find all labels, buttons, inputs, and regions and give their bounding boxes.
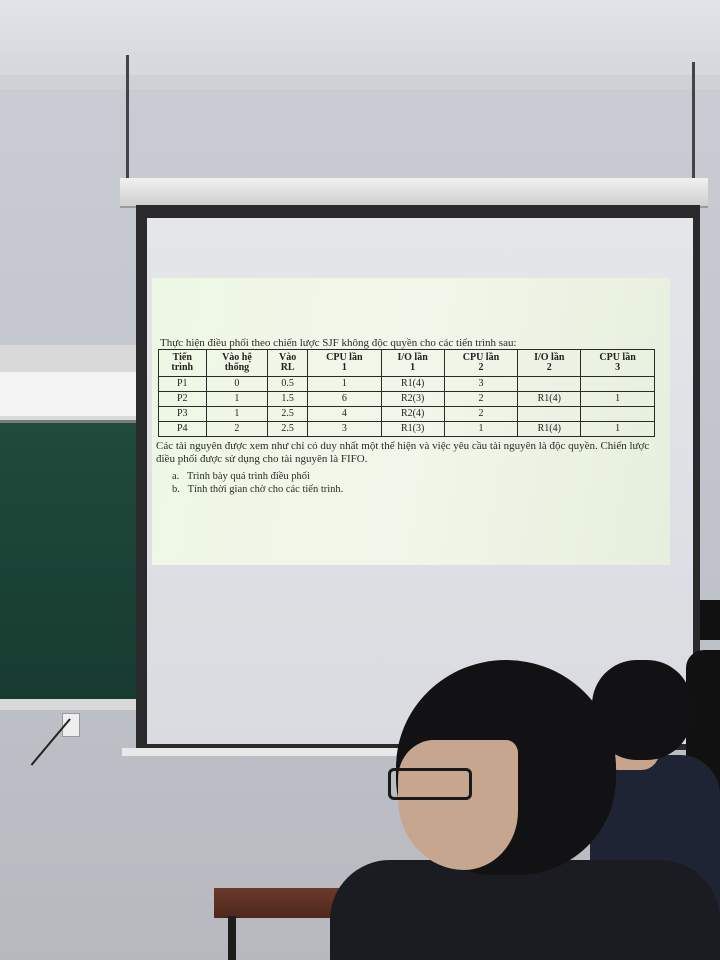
table-cell: 4 xyxy=(307,407,381,422)
table-cell: P1 xyxy=(159,377,207,392)
table-cell xyxy=(581,377,655,392)
whiteboard-strip xyxy=(0,372,146,416)
table-cell: R1(3) xyxy=(381,422,444,437)
header-cell: CPU lần 3 xyxy=(581,350,655,377)
table-cell: 2 xyxy=(206,422,268,437)
ceiling xyxy=(0,0,720,85)
table-row xyxy=(159,392,655,407)
table-cell: 1 xyxy=(206,407,268,422)
table-cell: 2 xyxy=(444,407,518,422)
table-cell: 2.5 xyxy=(268,407,308,422)
table-cell: P3 xyxy=(159,407,207,422)
table-cell: 1 xyxy=(307,377,381,392)
header-cell: Vào RL xyxy=(268,350,308,377)
table-cell: R1(4) xyxy=(518,422,581,437)
table-cell: P2 xyxy=(159,392,207,407)
table-row xyxy=(159,422,655,437)
header-cell: I/O lần 2 xyxy=(518,350,581,377)
ceiling-beam xyxy=(0,75,720,89)
table-cell: 0 xyxy=(206,377,268,392)
table-cell xyxy=(581,407,655,422)
table-cell: 2.5 xyxy=(268,422,308,437)
student-1-body xyxy=(330,860,720,960)
screen-hanging-rod xyxy=(692,62,695,192)
table-cell: 1 xyxy=(444,422,518,437)
header-cell: CPU lần 1 xyxy=(307,350,381,377)
screen-housing xyxy=(120,178,708,208)
table-cell: 1 xyxy=(206,392,268,407)
table-cell: 1 xyxy=(581,422,655,437)
table-cell: 0.5 xyxy=(268,377,308,392)
table-cell: 2 xyxy=(444,392,518,407)
table-cell: 3 xyxy=(307,422,381,437)
table-cell: 3 xyxy=(444,377,518,392)
list-item: b. Tính thời gian chờ cho các tiến trình. xyxy=(172,484,344,495)
process-table xyxy=(158,349,655,437)
table-cell: 6 xyxy=(307,392,381,407)
screen-hanging-rod xyxy=(126,55,129,185)
chalkboard xyxy=(0,420,143,699)
table-cell xyxy=(518,407,581,422)
table-row xyxy=(159,407,655,422)
table-row xyxy=(159,377,655,392)
table-cell: R2(4) xyxy=(381,407,444,422)
slide-paragraph: Các tài nguyên được xem như chỉ có duy nhất một thể hiện và việc yêu cầu tài nguyên là độc quyền. Chiến lược điều phối được sử dụng cho tài nguyên là FIFO. xyxy=(156,440,650,465)
table-cell: R1(4) xyxy=(381,377,444,392)
header-cell: CPU lần 2 xyxy=(444,350,518,377)
header-cell: Tiến trình xyxy=(159,350,207,377)
screen-bottom-bar xyxy=(122,748,400,756)
glasses xyxy=(388,768,472,800)
table-header-row xyxy=(159,350,655,377)
table-cell: 1 xyxy=(581,392,655,407)
slide-title: Thực hiện điều phối theo chiến lược SJF không độc quyền cho các tiến trình sau: xyxy=(160,337,517,349)
desk-leg xyxy=(228,916,236,960)
list-item: a. Trình bày quá trình điều phối xyxy=(172,471,310,482)
wall-monitor xyxy=(700,600,720,640)
header-cell: I/O lần 1 xyxy=(381,350,444,377)
table-cell: R1(4) xyxy=(518,392,581,407)
task-list xyxy=(172,470,343,496)
table-cell xyxy=(518,377,581,392)
table-cell: 1.5 xyxy=(268,392,308,407)
projected-slide xyxy=(152,278,670,565)
header-cell: Vào hệ thống xyxy=(206,350,268,377)
table-cell: P4 xyxy=(159,422,207,437)
table-cell: R2(3) xyxy=(381,392,444,407)
